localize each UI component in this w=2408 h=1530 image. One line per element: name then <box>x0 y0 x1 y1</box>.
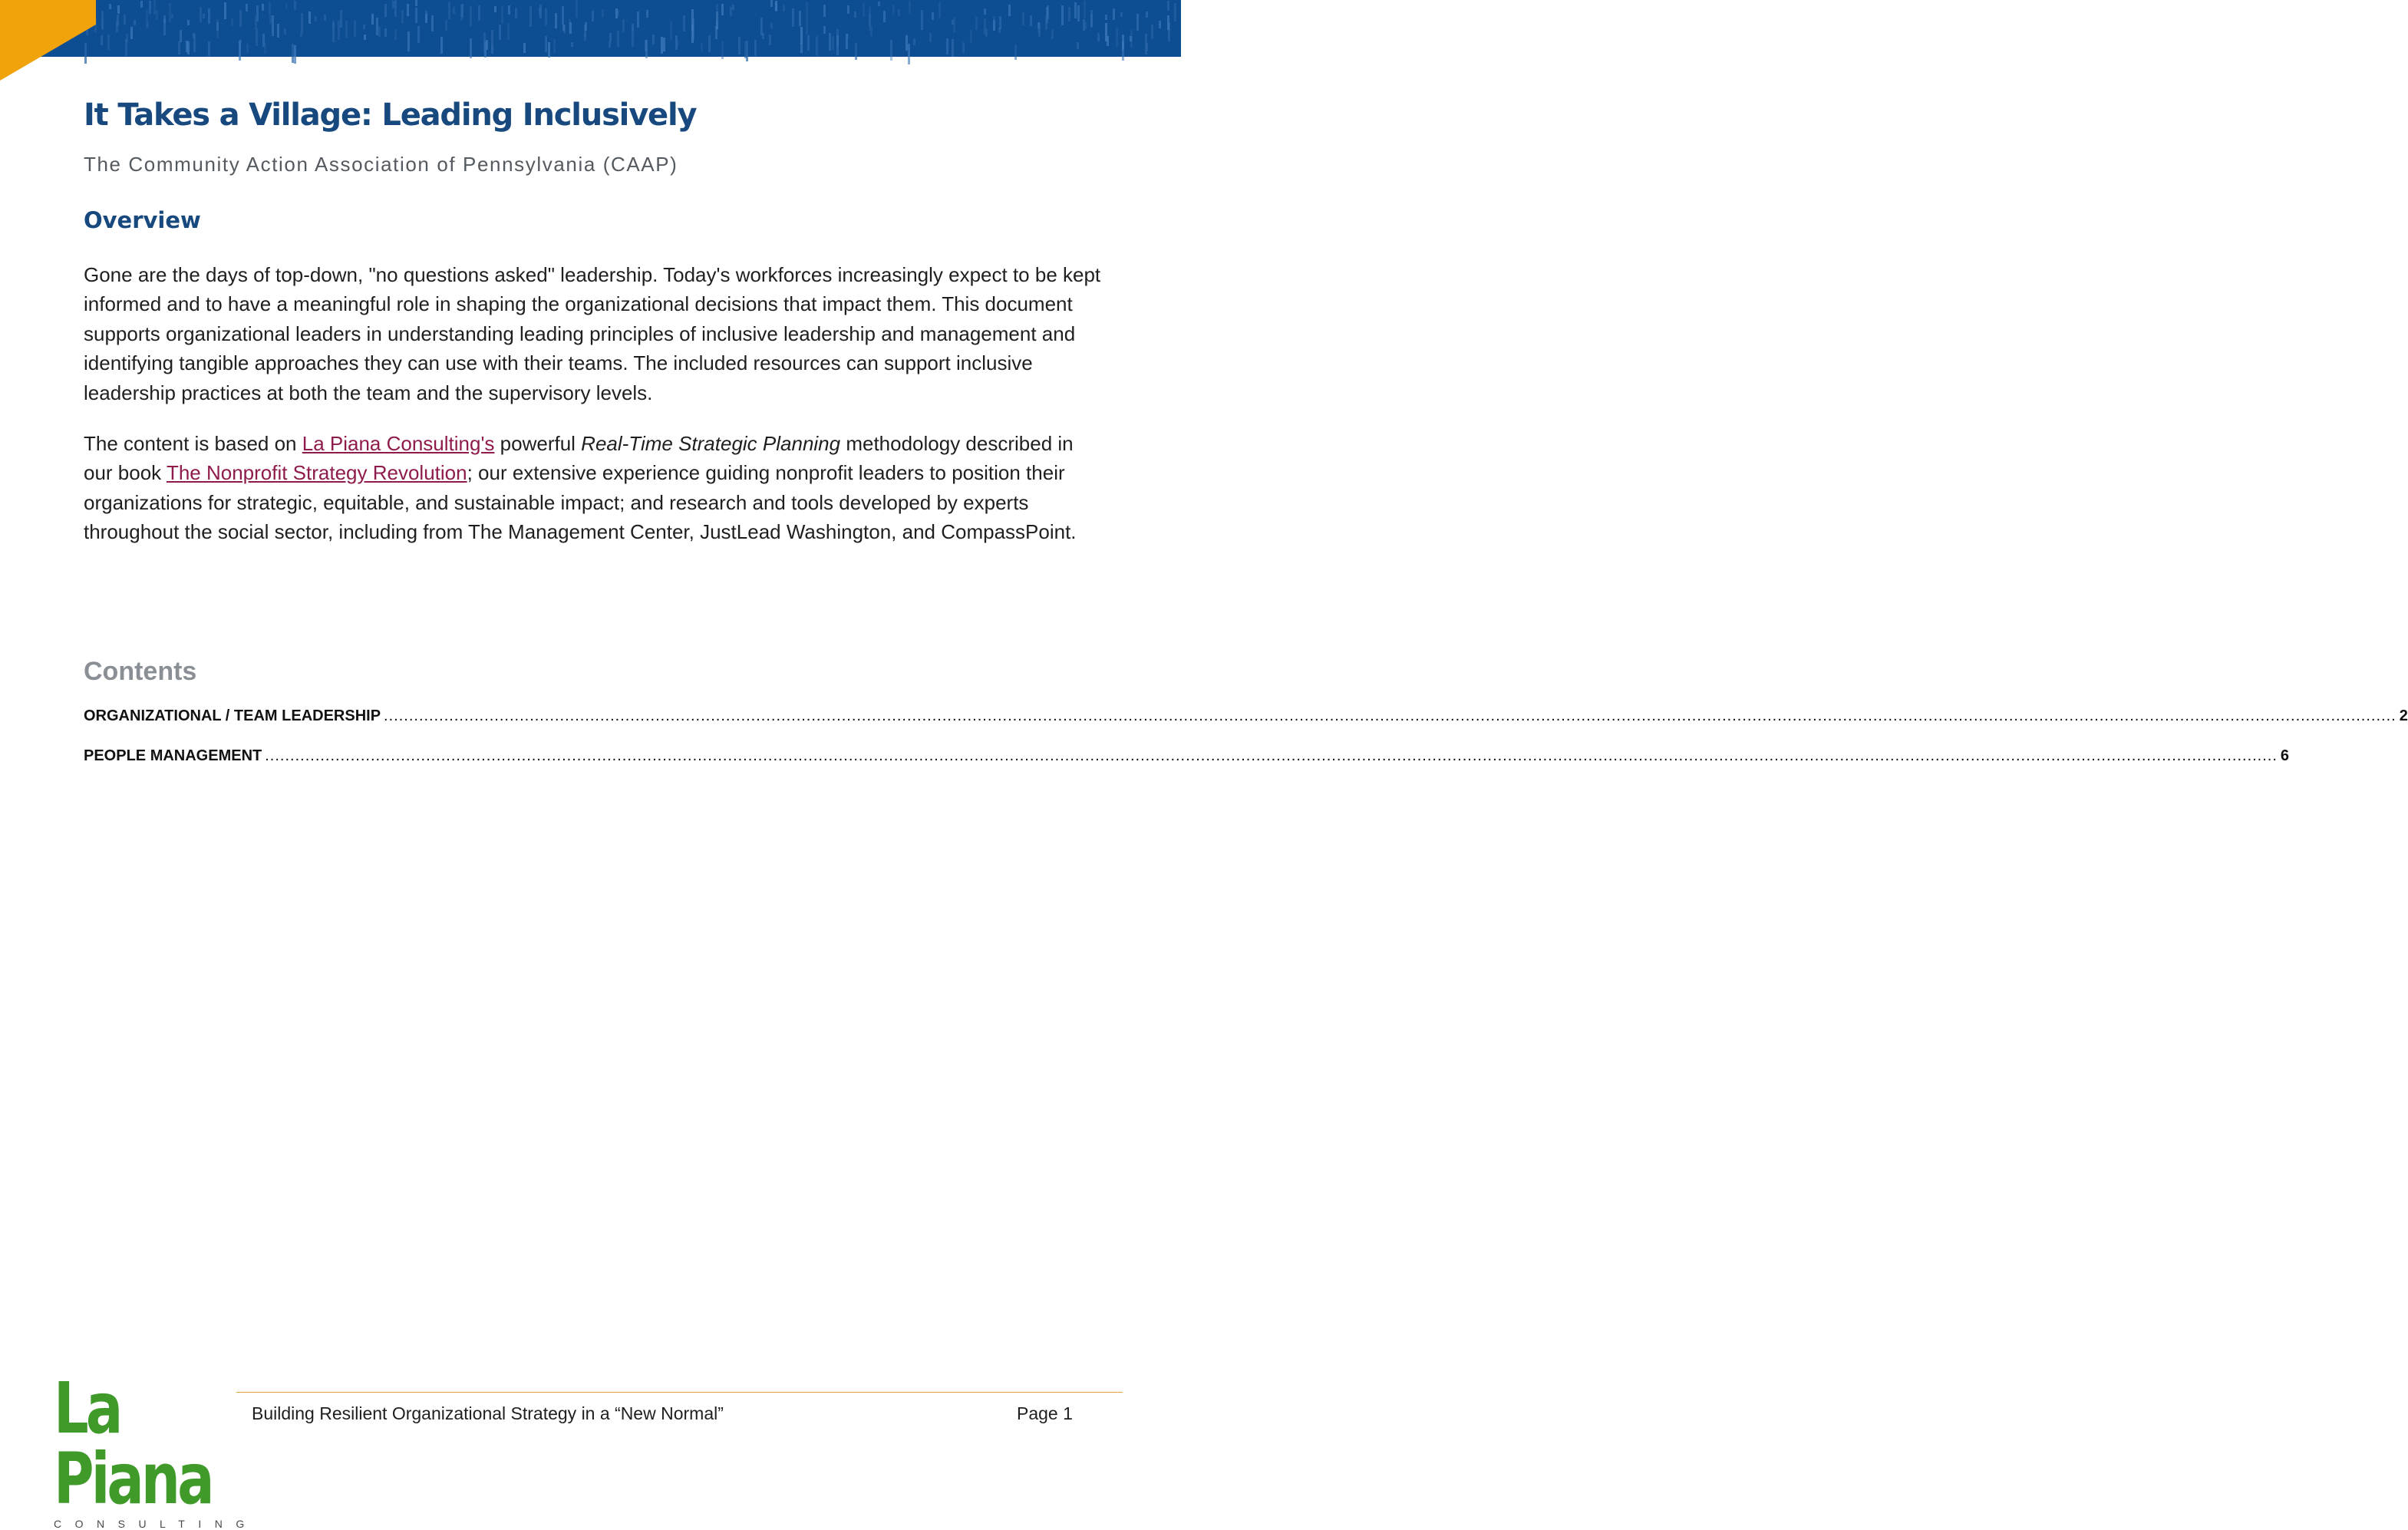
banner-streak <box>892 5 895 15</box>
banner-streak <box>203 14 205 18</box>
banner-streak <box>683 15 685 31</box>
banner-streak <box>178 41 180 54</box>
banner-streak <box>193 33 195 38</box>
banner-streak <box>292 44 294 63</box>
banner-streak <box>116 21 118 32</box>
banner-streak <box>101 11 104 30</box>
banner-streak <box>448 2 450 19</box>
banner-streak <box>1074 2 1077 18</box>
paragraph-2-text-4: ; our extensive experience guiding nonprofit leaders to position their organizations for strategic, equitable, and sustainable impact; and research and tools developed by experts throughout the social sector, including from The Management Center, JustLead Washington, and CompassPoint. <box>84 461 1077 544</box>
banner-streak <box>461 4 463 18</box>
banner-streak <box>732 5 734 10</box>
banner-streak <box>363 25 365 29</box>
banner-streak <box>770 0 773 7</box>
banner-streak <box>491 30 493 50</box>
banner-streak <box>109 4 111 9</box>
toc-leader-dots: ................................................................................................................................................................................................................................................................................................................................................................................................................ <box>265 747 2278 764</box>
banner-streak <box>1113 8 1115 20</box>
banner-streak <box>239 41 241 61</box>
banner-streak <box>529 6 532 27</box>
banner-streak <box>431 15 434 31</box>
banner-streak <box>999 16 1001 29</box>
banner-streak <box>200 7 202 22</box>
banner-streak <box>394 0 397 17</box>
banner-streak <box>615 8 618 18</box>
banner-streak <box>799 11 801 26</box>
banner-streak <box>494 6 496 12</box>
banner-streak <box>338 21 340 40</box>
banner-streak <box>970 30 972 43</box>
banner-streak <box>1159 21 1161 28</box>
banner-streak <box>1116 28 1118 47</box>
banner-streak <box>1084 22 1087 29</box>
banner-streak <box>1105 23 1107 41</box>
banner-streak <box>324 15 326 21</box>
banner-streak <box>539 8 541 15</box>
banner-streak <box>898 9 900 16</box>
banner-streak <box>952 20 954 25</box>
banner-streak <box>555 13 557 28</box>
banner-streak <box>134 20 136 25</box>
banner-streak <box>163 15 166 35</box>
banner-streak <box>501 6 503 24</box>
banner-streak <box>800 43 803 53</box>
banner-streak <box>371 14 374 25</box>
banner-streak <box>617 31 619 47</box>
banner-streak <box>117 5 120 14</box>
banner-streak <box>716 4 718 21</box>
banner-streak <box>169 3 171 22</box>
banner-streak <box>676 41 678 47</box>
banner-streak <box>269 15 272 24</box>
overview-paragraph-1: Gone are the days of top-down, "no questions asked" leadership. Today's workforces increasingly expect to be kept informed and to have a meaningful role in shaping the organizational decisions that impact them. This document supports organizational leaders in understanding leading principles of inclusive leadership and management and identifying tangible approaches they can use with their teams. The included resources can support inclusive leadership practices at both the team and the supervisory levels. <box>84 263 1101 404</box>
logo-subtitle: CONSULTING <box>54 1518 258 1530</box>
page-number: Page 1 <box>1017 1403 1073 1423</box>
page-title: It Takes a Village: Leading Inclusively <box>84 97 697 133</box>
banner-streak <box>246 4 248 12</box>
banner-streak <box>545 36 547 52</box>
toc-entry-organizational-leadership[interactable] <box>84 707 2408 725</box>
banner-streak <box>1168 22 1170 41</box>
banner-streak <box>1146 12 1148 18</box>
banner-streak <box>905 35 908 51</box>
banner-streak <box>585 22 587 31</box>
banner-streak <box>187 20 190 25</box>
banner-streak <box>101 35 103 45</box>
banner-streak <box>1077 5 1080 21</box>
footer-divider <box>236 1392 1123 1393</box>
banner-streak <box>415 8 417 23</box>
banner-streak <box>508 5 510 15</box>
paragraph-2-text-1: The content is based on <box>84 432 302 455</box>
paragraph-2-text-3: methodology described in our book <box>84 432 1074 485</box>
header-banner <box>0 0 1181 57</box>
banner-streak <box>1105 15 1107 20</box>
banner-streak <box>807 35 810 51</box>
banner-streak <box>760 18 763 35</box>
banner-streak <box>407 31 410 51</box>
banner-streak <box>401 10 404 24</box>
banner-streak <box>783 5 785 12</box>
banner-streak <box>645 40 648 58</box>
banner-streak <box>792 8 794 27</box>
banner-streak <box>239 10 242 27</box>
toc-entry-label: ORGANIZATIONAL / TEAM LEADERSHIP <box>84 707 381 724</box>
banner-streak <box>863 2 865 17</box>
banner-streak <box>256 28 258 46</box>
banner-streak <box>878 2 880 6</box>
banner-streak <box>378 27 381 37</box>
banner-streak <box>208 41 210 56</box>
banner-streak <box>975 17 978 30</box>
methodology-name: Real-Time Strategic Planning <box>581 432 841 455</box>
banner-streak <box>440 37 443 54</box>
banner-streak <box>832 36 834 50</box>
banner-streak <box>384 4 387 17</box>
banner-streak <box>962 42 965 53</box>
banner-streak <box>1097 33 1100 41</box>
banner-streak <box>721 41 724 59</box>
banner-streak <box>823 5 826 17</box>
banner-streak <box>985 28 988 37</box>
banner-streak <box>262 4 264 11</box>
banner-streak <box>670 21 672 41</box>
banner-streak <box>932 12 934 20</box>
banner-streak <box>269 2 271 15</box>
banner-streak <box>246 44 249 53</box>
banner-streak <box>1130 36 1132 41</box>
banner-streak <box>548 42 550 58</box>
banner-streak <box>1061 5 1064 25</box>
banner-streak <box>140 1 143 8</box>
banner-streak <box>1008 5 1011 16</box>
banner-streak <box>908 44 910 64</box>
banner-streak <box>829 33 831 51</box>
banner-streak <box>1014 45 1017 60</box>
banner-streak <box>208 8 210 24</box>
banner-streak <box>231 18 233 26</box>
banner-streak <box>652 35 655 45</box>
banner-streak <box>622 19 625 32</box>
banner-streak <box>445 20 447 31</box>
banner-streak <box>929 33 932 42</box>
banner-streak <box>301 13 303 33</box>
banner-streak <box>470 38 472 58</box>
overview-paragraph-2 <box>84 429 1104 547</box>
overview-heading: Overview <box>84 207 201 233</box>
banner-streak <box>1037 24 1040 32</box>
strategy-revolution-book-link[interactable]: The Nonprofit Strategy Revolution <box>166 461 467 485</box>
banner-streak <box>816 36 818 56</box>
banner-streak <box>272 15 274 36</box>
banner-streak <box>171 14 173 18</box>
banner-streak <box>946 38 948 54</box>
banner-streak <box>846 34 848 49</box>
banner-streak <box>730 7 732 16</box>
banner-streak <box>224 2 226 19</box>
banner-streak <box>294 45 296 64</box>
banner-streak <box>1146 43 1148 51</box>
banner-streak <box>149 1 151 14</box>
banner-streak <box>507 23 510 40</box>
banner-streak <box>870 26 872 36</box>
la-piana-logo <box>54 1367 258 1530</box>
banner-streak <box>499 25 501 40</box>
banner-streak <box>187 41 190 54</box>
banner-streak <box>1068 7 1070 21</box>
banner-streak <box>332 21 335 29</box>
la-piana-consulting-link[interactable]: La Piana Consulting's <box>302 432 495 455</box>
banner-streak <box>384 28 387 37</box>
banner-streak <box>1090 10 1093 28</box>
toc-entry-page: 6 <box>2280 747 2290 764</box>
banner-streak <box>883 11 886 22</box>
banner-streak <box>515 8 517 18</box>
banner-streak <box>315 16 317 21</box>
banner-streak <box>754 40 757 56</box>
banner-streak <box>425 14 427 23</box>
banner-streak <box>294 1 296 10</box>
banner-streak <box>284 28 286 35</box>
banner-streak <box>376 18 378 35</box>
banner-streak <box>345 21 348 38</box>
banner-streak <box>1167 1 1169 11</box>
banner-streak <box>661 37 663 54</box>
banner-streak <box>1174 3 1176 21</box>
banner-streak <box>637 12 639 28</box>
banner-streak <box>124 15 126 25</box>
banner-streak <box>1022 12 1024 25</box>
banner-streak <box>571 42 573 47</box>
banner-streak <box>308 12 311 24</box>
banner-streak <box>890 40 892 61</box>
corner-accent-triangle <box>0 0 100 84</box>
orange-triangle-shape <box>0 0 96 81</box>
banner-streak <box>153 0 156 15</box>
banner-streak <box>470 6 472 26</box>
banner-streak <box>562 6 564 25</box>
banner-streak <box>602 9 604 18</box>
logo-wordmark: La Piana <box>54 1367 212 1520</box>
banner-streak <box>483 32 486 53</box>
toc-entry-label: PEOPLE MANAGEMENT <box>84 747 262 764</box>
banner-pattern <box>0 0 1181 57</box>
banner-streak <box>180 30 182 42</box>
banner-streak <box>300 32 302 37</box>
banner-streak <box>855 43 857 60</box>
banner-streak <box>340 10 342 28</box>
banner-streak <box>632 28 634 47</box>
banner-streak <box>775 1 777 11</box>
contents-heading: Contents <box>84 657 197 686</box>
banner-streak <box>277 24 279 38</box>
banner-streak <box>609 33 612 42</box>
banner-streak <box>938 2 941 18</box>
banner-streak <box>921 10 923 30</box>
banner-streak <box>913 38 915 45</box>
banner-streak <box>415 0 417 6</box>
paragraph-2-text-2: powerful <box>494 432 582 455</box>
banner-streak <box>354 21 356 37</box>
toc-entry-people-management[interactable] <box>84 747 2290 765</box>
banner-streak <box>715 26 717 39</box>
banner-streak <box>663 38 665 51</box>
banner-streak <box>744 41 747 58</box>
banner-streak <box>453 7 455 14</box>
banner-streak <box>264 42 266 54</box>
banner-streak <box>592 11 594 21</box>
banner-streak <box>993 16 995 23</box>
banner-streak <box>523 43 526 53</box>
banner-streak <box>407 4 409 16</box>
banner-streak <box>126 34 128 42</box>
banner-streak <box>692 19 694 39</box>
banner-streak <box>1051 29 1054 39</box>
toc-entry-page: 2 <box>2399 707 2408 724</box>
banner-streak <box>869 7 871 26</box>
banner-streak <box>1077 42 1079 49</box>
banner-streak <box>646 10 648 18</box>
banner-streak <box>770 23 773 29</box>
banner-streak <box>545 8 547 25</box>
banner-streak <box>854 12 856 18</box>
banner-streak <box>909 1 911 13</box>
banner-streak <box>1045 17 1047 30</box>
banner-streak <box>364 35 366 40</box>
banner-streak <box>576 0 578 18</box>
page-subtitle: The Community Action Association of Pennsylvania (CAAP) <box>84 153 678 176</box>
banner-streak <box>392 1 394 8</box>
footer-tagline: Building Resilient Organizational Strategy in a “New Normal” <box>252 1403 724 1423</box>
banner-streak <box>806 2 808 21</box>
banner-streak <box>984 8 986 15</box>
banner-streak <box>107 35 110 50</box>
banner-streak <box>708 35 711 52</box>
banner-streak <box>553 39 556 53</box>
banner-streak <box>216 22 219 31</box>
banner-streak <box>1120 12 1123 17</box>
banner-streak <box>285 4 288 8</box>
banner-streak <box>952 39 954 57</box>
banner-streak <box>156 10 158 19</box>
banner-streak <box>569 22 572 34</box>
banner-streak <box>394 29 397 40</box>
banner-streak <box>562 25 565 31</box>
banner-streak <box>1136 14 1139 31</box>
banner-streak <box>478 5 480 21</box>
banner-streak <box>823 26 826 34</box>
banner-streak <box>806 21 808 35</box>
banner-streak <box>1122 35 1124 50</box>
banner-streak <box>800 27 803 44</box>
banner-streak <box>417 26 420 43</box>
banner-streak <box>769 35 771 45</box>
banner-streak <box>130 27 133 39</box>
banner-streak <box>1030 15 1032 26</box>
banner-streak <box>721 4 724 15</box>
banner-streak <box>738 37 741 54</box>
banner-streak <box>609 41 611 48</box>
banner-streak <box>1084 1 1086 18</box>
banner-streak <box>953 17 955 33</box>
toc-leader-dots: ................................................................................................................................................................................................................................................................................................................................................................................................................ <box>384 707 2396 724</box>
banner-streak <box>836 29 839 46</box>
banner-streak <box>701 43 703 51</box>
banner-streak <box>147 22 149 28</box>
banner-streak <box>1151 25 1153 39</box>
banner-streak <box>255 15 257 29</box>
banner-streak <box>847 5 849 14</box>
